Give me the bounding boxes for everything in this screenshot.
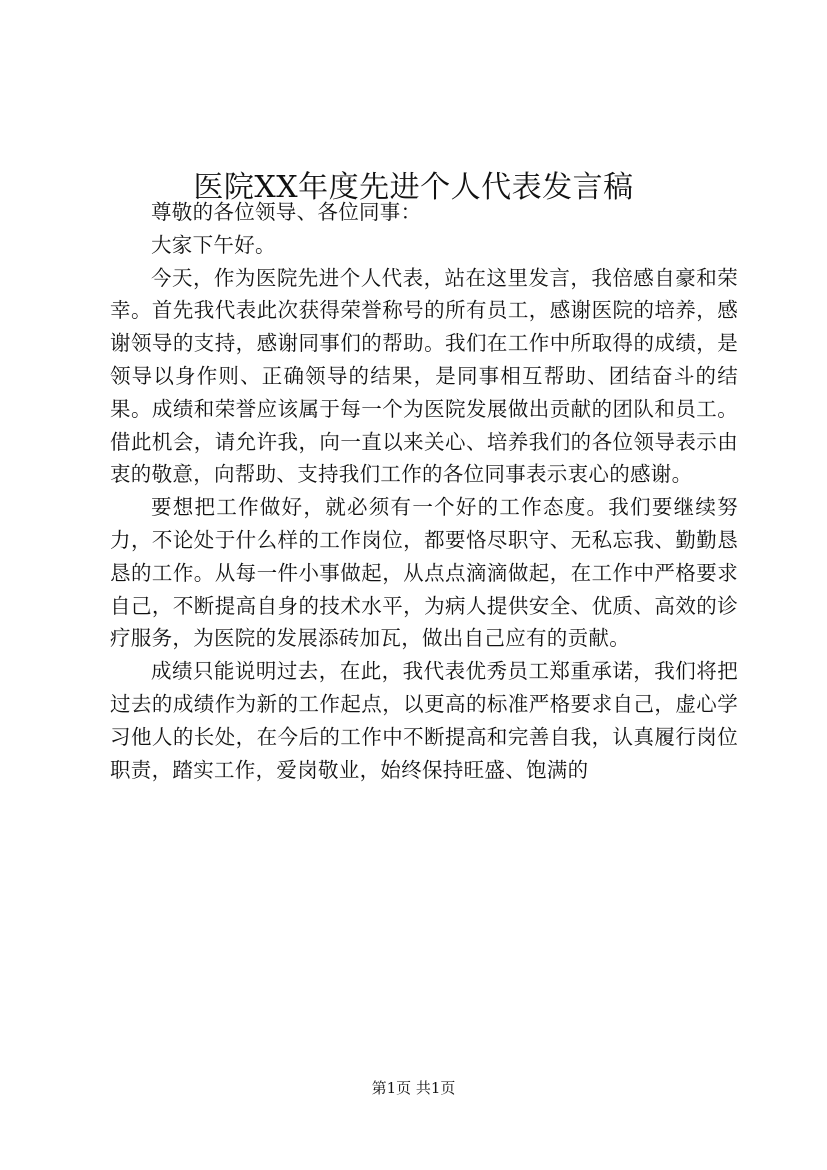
document-title: 医院XX年度先进个人代表发言稿 xyxy=(193,170,634,206)
document-body xyxy=(110,196,738,786)
body-paragraph: 要想把工作做好，就必须有一个好的工作态度。我们要继续努力，不论处于什么样的工作岗位，都要恪尽职守、无私忘我、勤勤恳恳的工作。从每一件小事做起，从点点滴滴做起，在工作中严格要求自己，不断提高自身的技术水平，为病人提供安全、优质、高效的诊疗服务，为医院的发展添砖加瓦，做出自己应有的贡献。 xyxy=(110,495,738,651)
page-footer: 第1页 共1页 xyxy=(371,1079,456,1097)
salutation: 尊敬的各位领导、各位同事： xyxy=(151,200,422,224)
body-paragraph: 成绩只能说明过去，在此，我代表优秀员工郑重承诺，我们将把过去的成绩作为新的工作起点，以更高的标准严格要求自己，虚心学习他人的长处，在今后的工作中不断提高和完善自我，认真履行岗位职责，踏实工作，爱岗敬业，始终保持旺盛、饱满的 xyxy=(110,659,738,782)
greeting: 大家下午好。 xyxy=(151,232,276,257)
body-paragraph: 今天，作为医院先进个人代表，站在这里发言，我倍感自豪和荣幸。首先我代表此次获得荣誉称号的所有员工，感谢医院的培养，感谢领导的支持，感谢同事们的帮助。我们在工作中所取得的成绩，是领导以身作则、正确领导的结果，是同事相互帮助、团结奋斗的结果。成绩和荣誉应该属于每一个为医院发展做出贡献的团队和员工。借此机会，请允许我，向一直以来关心、培养我们的各位领导表示由衷的敬意，向帮助、支持我们工作的各位同事表示衷心的感谢。 xyxy=(110,265,738,487)
